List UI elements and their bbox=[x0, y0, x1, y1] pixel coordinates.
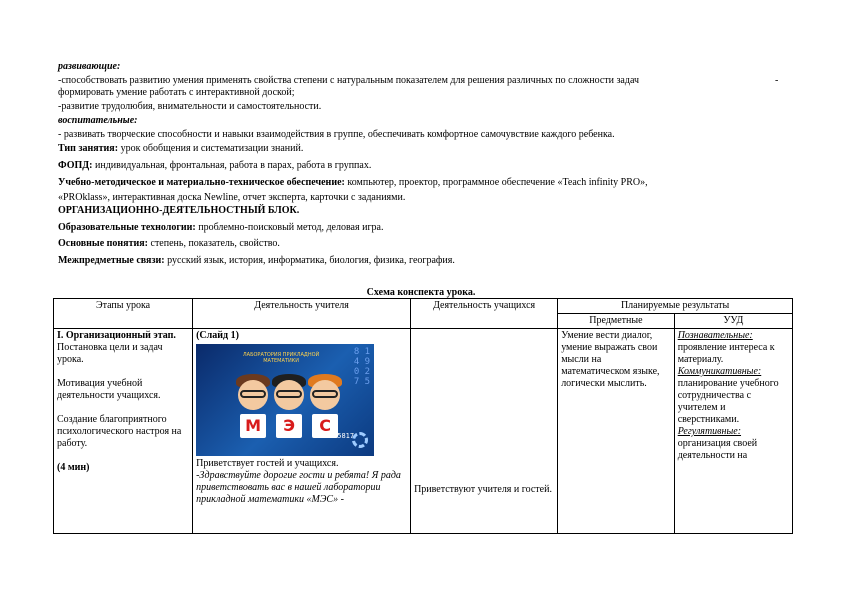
header-teacher: Деятельность учителя bbox=[193, 299, 411, 329]
fopd-label: ФОПД: bbox=[58, 160, 93, 171]
subject-results-cell bbox=[558, 329, 675, 534]
slide-image bbox=[196, 344, 374, 456]
stage-cell bbox=[54, 329, 193, 534]
support-value-1: компьютер, проектор, программное обеспечение «Teach infinity PRO», bbox=[344, 177, 648, 188]
slide-label: (Слайд 1) bbox=[196, 330, 239, 341]
character-glasses bbox=[276, 390, 302, 398]
character-glasses bbox=[240, 390, 266, 398]
uud-regulatory-label: Регулятивные: bbox=[677, 426, 742, 437]
developing-label: развивающие: bbox=[58, 61, 121, 72]
stage-time: (4 мин) bbox=[57, 462, 90, 473]
interdisciplinary-links bbox=[58, 255, 455, 267]
lesson-type bbox=[58, 143, 303, 155]
support-value-2: «PROklass», интерактивная доска Newline, отчет эксперта, карточки с заданиями. bbox=[58, 192, 406, 203]
stage-motivation: Мотивация учебной деятельности учащихся. bbox=[57, 378, 161, 401]
header-subject: Предметные bbox=[558, 314, 675, 329]
students-cell bbox=[411, 329, 558, 534]
concepts-label: Основные понятия: bbox=[58, 238, 148, 249]
technologies bbox=[58, 222, 384, 234]
teacher-speech: -Здравствуйте дорогие гости и ребята! Я рада приветствовать вас в нашей лаборатории прикладной математики «МЭС» - bbox=[196, 470, 401, 505]
lesson-type-label: Тип занятия: bbox=[58, 143, 119, 154]
subject-text: Умение вести диалог, умение выражать свои мысли на математическом языке, логически мыслить. bbox=[561, 330, 660, 389]
students-text: Приветствуют учителя и гостей. bbox=[414, 484, 552, 495]
stage-goal: Постановка цели и задач урока. bbox=[57, 342, 163, 365]
developing-item-3: -развитие трудолюбия, внимательности и самостоятельности. bbox=[58, 101, 322, 112]
header-stages: Этапы урока bbox=[54, 299, 193, 329]
character-glasses bbox=[312, 390, 338, 398]
concepts-value: степень, показатель, свойство. bbox=[148, 238, 280, 249]
header-uud: УУД bbox=[674, 314, 792, 329]
slide-banner: ЛАБОРАТОРИЯ ПРИКЛАДНОЙ МАТЕМАТИКИ bbox=[242, 352, 320, 364]
uud-regulatory-text: организация своей деятельности на bbox=[677, 438, 758, 461]
support-label: Учебно-методическое и материально-техническое обеспечение: bbox=[58, 177, 345, 188]
schema-title: Схема конспекта урока. bbox=[366, 287, 476, 298]
developing-item-1: -способствовать развитию умения применять свойства степени с натуральным показателем для решения различных по сложности задач bbox=[58, 75, 640, 86]
links-value: русский язык, история, информатика, биология, физика, география. bbox=[164, 255, 455, 266]
uud-cognitive-label: Познавательные: bbox=[677, 330, 753, 341]
slide-letter: М bbox=[240, 414, 266, 438]
slide-digits: 8 1 4 9 0 2 7 5 bbox=[353, 347, 371, 387]
lesson-type-value: урок обобщения и систематизации знаний. bbox=[118, 143, 304, 154]
support bbox=[58, 177, 648, 189]
org-block-heading: ОРГАНИЗАЦИОННО-ДЕЯТЕЛЬНОСТНЫЙ БЛОК. bbox=[58, 205, 300, 216]
table-row bbox=[54, 329, 793, 534]
tech-label: Образовательные технологии: bbox=[58, 222, 196, 233]
teacher-cell bbox=[193, 329, 411, 534]
slide-letter: Э bbox=[276, 414, 302, 438]
educational-label: воспитательные: bbox=[58, 115, 138, 126]
educational-item-1: - развивать творческие способности и навыки взаимодействия в группе, обеспечивать комфортное самочувствие каждого ребенка. bbox=[58, 129, 615, 140]
tech-value: проблемно-поисковый метод, деловая игра. bbox=[195, 222, 384, 233]
stage-title: I. Организационный этап. bbox=[57, 330, 176, 341]
uud-communicative-label: Коммуникативные: bbox=[677, 366, 762, 377]
header-results: Планируемые результаты bbox=[558, 299, 793, 314]
fopd-value: индивидуальная, фронтальная, работа в парах, работа в группах. bbox=[92, 160, 372, 171]
gear-icon bbox=[352, 432, 368, 448]
uud-cognitive-text: проявление интереса к материалу. bbox=[677, 342, 775, 365]
uud-communicative-text: планирование учебного сотрудничества с учителем и сверстниками. bbox=[677, 378, 779, 425]
developing-item-2: формировать умение работать с интерактивной доской; bbox=[58, 87, 295, 98]
slide-letter: С bbox=[312, 414, 338, 438]
concepts bbox=[58, 238, 280, 250]
slide-number: 11245817 bbox=[320, 432, 355, 440]
developing-dash: - bbox=[775, 75, 779, 86]
teacher-greeting: Приветствует гостей и учащихся. bbox=[196, 458, 339, 469]
uud-cell bbox=[674, 329, 792, 534]
links-label: Межпредметные связи: bbox=[58, 255, 165, 266]
header-students: Деятельность учащихся bbox=[411, 299, 558, 329]
lesson-plan-table bbox=[53, 298, 793, 534]
fopd bbox=[58, 160, 371, 172]
stage-mood: Создание благоприятного психологического настроя на работу. bbox=[57, 414, 182, 449]
